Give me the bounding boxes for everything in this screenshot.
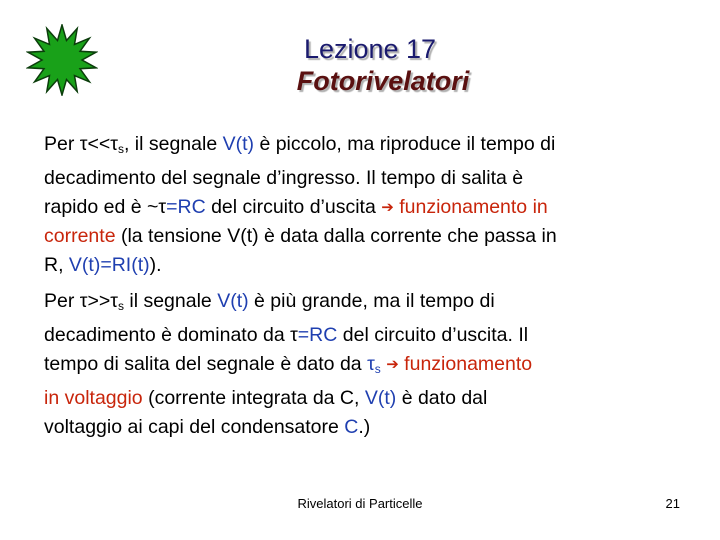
starburst-shape [28,25,96,95]
voltage-mode-label: funzionamento [398,353,533,375]
p2-line-1: Per $\tau>>\tau_s$ il segnale V(t) è più grande, ma il tempo di [44,290,495,313]
current-mode-label-cont: corrente [44,225,116,247]
footer-course-title: Rivelatori di Particelle [297,496,423,511]
p1-line-5: R, V(t)=RI(t)). [44,254,162,276]
ohm-law: V(t)=RI(t) [68,254,150,276]
title-topic: Fotorivelatori [296,66,470,96]
p1-line-4: corrente (la tensione V(t) è data dalla corrente che passa in [44,225,557,247]
page-number: 21 [665,496,680,511]
p2-line-4: in voltaggio (corrente integrata da C, V(t) è dato dal [44,387,488,409]
paragraph-current-mode [44,130,689,280]
p1-line-3: rapido ed è ~τ=RC del circuito d’uscita ➔ funzionamento in [44,193,689,222]
arrow-right-icon: ➔ [386,356,399,373]
p1-line-1: Per $\tau<<\tau_s$, il segnale V(t) è piccolo, ma riproduce il tempo di [44,133,556,156]
slide-title [240,34,500,98]
current-mode-label: funzionamento in [393,196,548,218]
signal-v-t: V(t) [222,133,255,155]
voltage-mode-label-cont: in voltaggio [44,387,143,409]
capacitor-c: C [344,416,359,438]
rc-constant: =RC [166,196,206,218]
paragraph-voltage-mode [44,287,689,442]
p2-line-3: tempo di salita del segnale è dato da $\tau_s$ ➔ funzionamento [44,350,689,384]
title-lesson-number: Lezione 17 [303,34,437,64]
p1-line-2: decadimento del segnale d’ingresso. Il tempo di salita è [44,167,524,189]
rc-constant: =RC [297,324,338,346]
signal-v-t: V(t) [364,387,397,409]
green-starburst-icon [26,24,98,96]
signal-v-t: V(t) [217,290,249,312]
p2-line-5: voltaggio ai capi del condensatore C.) [44,416,371,438]
p2-line-2: decadimento è dominato da τ=RC del circuito d’uscita. Il [44,324,529,346]
arrow-right-icon: ➔ [381,199,394,216]
